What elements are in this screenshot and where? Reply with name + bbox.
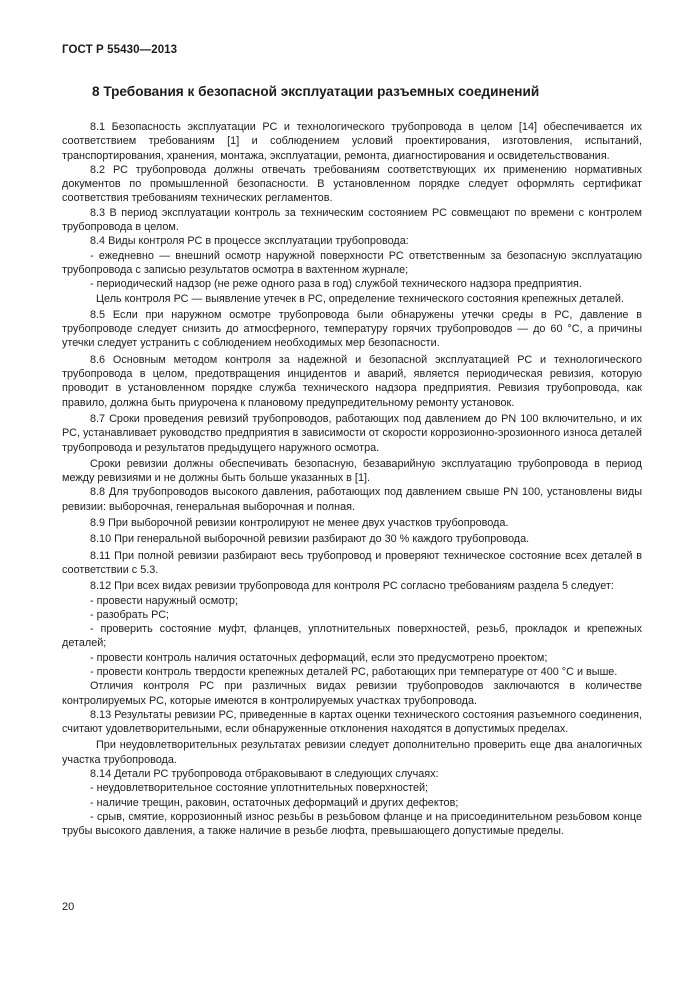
paragraph-8-9: 8.9 При выборочной ревизии контролируют не менее двух участков трубопровода.	[90, 517, 509, 530]
list-item-hardness-control: - провести контроль твердости крепежных деталей РС, работающих при температуре от 400 °С и выше.	[90, 665, 618, 678]
paragraph-8-14: 8.14 Детали РС трубопровода отбраковывают в следующих случаях:	[90, 768, 439, 781]
paragraph-revision-differences: Отличия контроля РС при различных видах ревизии трубопроводов заключаются в количестве контролируемых РС, которые имеются в контролируемых участках трубопровода.	[62, 680, 642, 707]
paragraph-8-10: 8.10 При генеральной выборочной ревизии разбирают до 30 % каждого трубопровода.	[90, 533, 530, 546]
list-item-cracks-defects: - наличие трещин, раковин, остаточных деформаций и других дефектов;	[90, 796, 459, 809]
list-item-check-condition: - проверить состояние муфт, фланцев, уплотнительных поверхностей, резьб, прокладок и крепежных деталей;	[62, 623, 642, 650]
list-item-periodic-supervision: - периодический надзор (не реже одного раза в год) службой технического надзора предприятия.	[90, 278, 582, 291]
paragraph-8-7: 8.7 Сроки проведения ревизий трубопроводов, работающих под давлением до PN 100 включительно, и их РС, устанавливает руководство предприятия в зависимости от скорости коррозионно-эрозионного износа деталей трубопровода и результатов предыдущего наружного осмотра.	[62, 412, 642, 454]
paragraph-control-purpose: Цель контроля РС — выявление утечек в РС, определение технического состояния крепежных деталей.	[96, 292, 624, 305]
paragraph-8-1: 8.1 Безопасность эксплуатации РС и технологического трубопровода в целом [14] обеспечивается их соответствием требованиям [1] и соблюдением условий проектирования, изготовления, испытаний, транспортирования, хранения, монтажа, эксплуатации, ремонта, диагностирования и освидетельствования.	[62, 121, 642, 162]
list-item-daily-inspection: - ежедневно — внешний осмотр наружной поверхности РС ответственным за безопасную эксплуатацию трубопровода с записью результатов осмотра в вахтенном журнале;	[62, 249, 642, 276]
paragraph-8-13: 8.13 Результаты ревизии РС, приведенные в картах оценки технического состояния разъемного соединения, считают удовлетворительными, если обнаруженные отклонения находятся в допустимых пределах.	[62, 708, 642, 736]
document-code: ГОСТ Р 55430—2013	[62, 44, 178, 56]
paragraph-8-3: 8.3 В период эксплуатации контроль за техническим состоянием РС совмещают по времени с контролем трубопровода в целом.	[62, 206, 642, 234]
paragraph-revision-terms: Сроки ревизии должны обеспечивать безопасную, безаварийную эксплуатацию трубопровода в период между ревизиями и не должны быть больше указанных в [1].	[62, 457, 642, 485]
paragraph-8-11: 8.11 При полной ревизии разбирают весь трубопровод и проверяют техническое состояние всех деталей в соответствии с 5.3.	[62, 549, 642, 576]
list-item-sealing-surfaces: - неудовлетворительное состояние уплотнительных поверхностей;	[90, 782, 429, 795]
page-number: 20	[62, 901, 75, 913]
paragraph-unsatisfactory-results: При неудовлетворительных результатах ревизии следует дополнительно проверить еще два аналогичных участка трубопровода.	[62, 739, 642, 766]
paragraph-8-6: 8.6 Основным методом контроля за надежной и безопасной эксплуатацией РС и технологического трубопровода в целом, предотвращения инцидентов и аварий, является периодическая ревизия, которую проводит в установленном порядке служба технического надзора предприятия. Ревизия трубопровода, как правило, должна быть приурочена к плановому предупредительному ремонту установок.	[62, 353, 642, 409]
paragraph-8-12: 8.12 При всех видах ревизии трубопровода для контроля РС согласно требованиям раздела 5 следует:	[90, 580, 614, 593]
paragraph-8-2: 8.2 РС трубопровода должны отвечать требованиям соответствующих их применению нормативных документов по промышленной безопасности. В установленном порядке следует оформлять сертификат соответствия требованиям технических регламентов.	[62, 163, 642, 205]
paragraph-8-4: 8.4 Виды контроля РС в процессе эксплуатации трубопровода:	[90, 235, 409, 248]
list-item-deformation-control: - провести контроль наличия остаточных деформаций, если это предусмотрено проектом;	[90, 651, 548, 664]
paragraph-8-5: 8.5 Если при наружном осмотре трубопровода были обнаружены утечки среды в РС, давление в трубопроводе следует снизить до атмосферного, температуру горячих трубопроводов — до 60 °С, а причины утечки следует устранить с соблюдением необходимых мер безопасности.	[62, 308, 642, 350]
list-item-thread-damage: - срыв, смятие, коррозионный износ резьбы в резьбовом фланце и на присоединительном резьбовом конце трубы высокого давления, а также наличие в резьбе люфта, превышающего допустимые пределы.	[62, 810, 642, 838]
section-body	[62, 120, 642, 839]
paragraph-8-8: 8.8 Для трубопроводов высокого давления, работающих под давлением свыше PN 100, установлены виды ревизии: выборочная, генеральная выборочная и полная.	[62, 486, 642, 513]
section-heading: 8 Требования к безопасной эксплуатации разъемных соединений	[92, 84, 540, 99]
list-item-disassemble: - разобрать РС;	[90, 608, 170, 621]
list-item-external-inspection: - провести наружный осмотр;	[90, 594, 238, 607]
